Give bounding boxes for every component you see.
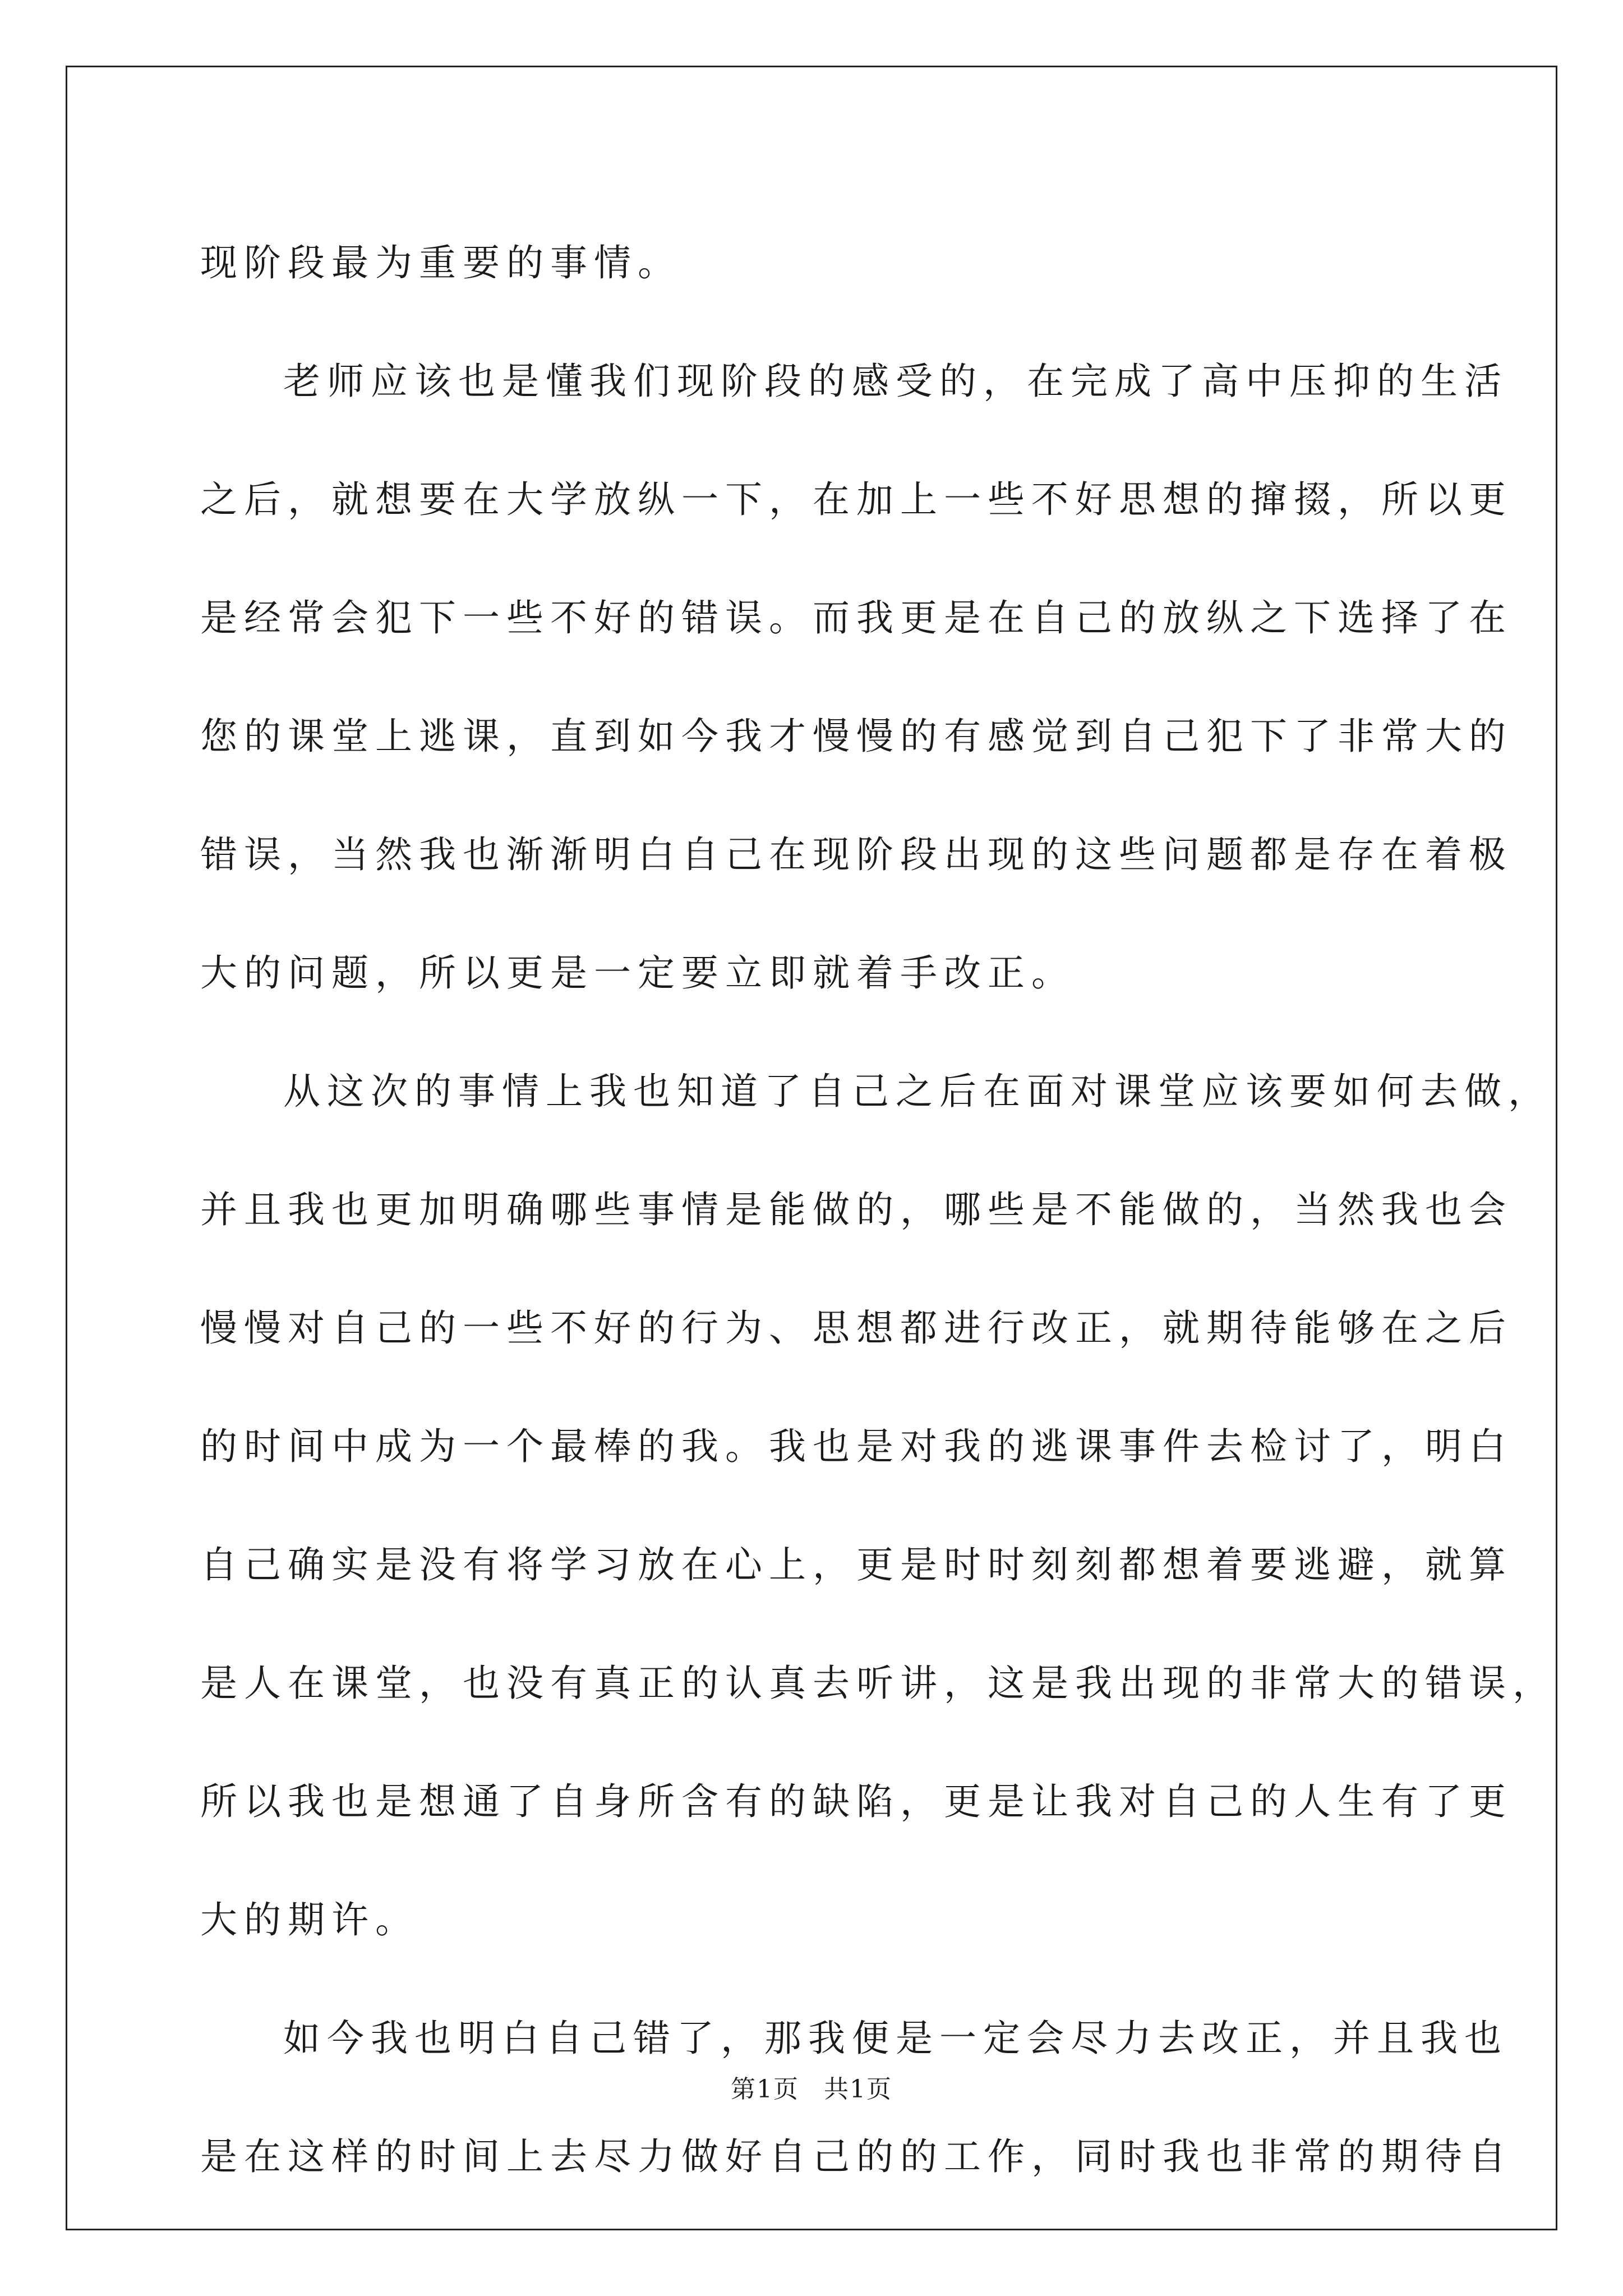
text-line: 是人在课堂，也没有真正的认真去听讲，这是我出现的非常大的错误， <box>200 1662 1556 1705</box>
text-line: 是在这样的时间上去尽力做好自己的的工作，同时我也非常的期待自 <box>200 2135 1513 2178</box>
text-line: 大的期许。 <box>200 1898 419 1941</box>
text-line: 的时间中成为一个最棒的我。我也是对我的逃课事件去检讨了，明白 <box>200 1425 1513 1468</box>
text-line: 并且我也更加明确哪些事情是能做的，哪些是不能做的，当然我也会 <box>200 1188 1513 1231</box>
page-total: 共1页 <box>824 2075 892 2104</box>
text-line: 所以我也是想通了自身所含有的缺陷，更是让我对自己的人生有了更 <box>200 1780 1513 1823</box>
text-line: 现阶段最为重要的事情。 <box>200 241 681 284</box>
text-line: 自己确实是没有将学习放在心上，更是时时刻刻都想着要逃避，就算 <box>200 1543 1513 1586</box>
text-line: 您的课堂上逃课，直到如今我才慢慢的有感觉到自己犯下了非常大的 <box>200 715 1513 758</box>
paragraph-start-line: 如今我也明白自己错了，那我便是一定会尽力去改正，并且我也 <box>283 2017 1508 2060</box>
text-line: 错误，当然我也渐渐明白自己在现阶段出现的这些问题都是存在着极 <box>200 833 1513 876</box>
text-line: 慢慢对自己的一些不好的行为、思想都进行改正，就期待能够在之后 <box>200 1306 1513 1350</box>
text-line: 大的问题，所以更是一定要立即就着手改正。 <box>200 951 1075 995</box>
paragraph-start-line: 老师应该也是懂我们现阶段的感受的，在完成了高中压抑的生活 <box>283 360 1508 403</box>
paragraph-start-line: 从这次的事情上我也知道了自己之后在面对课堂应该要如何去做， <box>283 1070 1552 1113</box>
page-footer <box>0 2069 1623 2105</box>
text-line: 之后，就想要在大学放纵一下，在加上一些不好思想的撺掇，所以更 <box>200 478 1513 521</box>
text-line: 是经常会犯下一些不好的错误。而我更是在自己的放纵之下选择了在 <box>200 596 1513 639</box>
document-body <box>200 204 1556 2216</box>
page-number: 第1页 <box>731 2075 799 2104</box>
